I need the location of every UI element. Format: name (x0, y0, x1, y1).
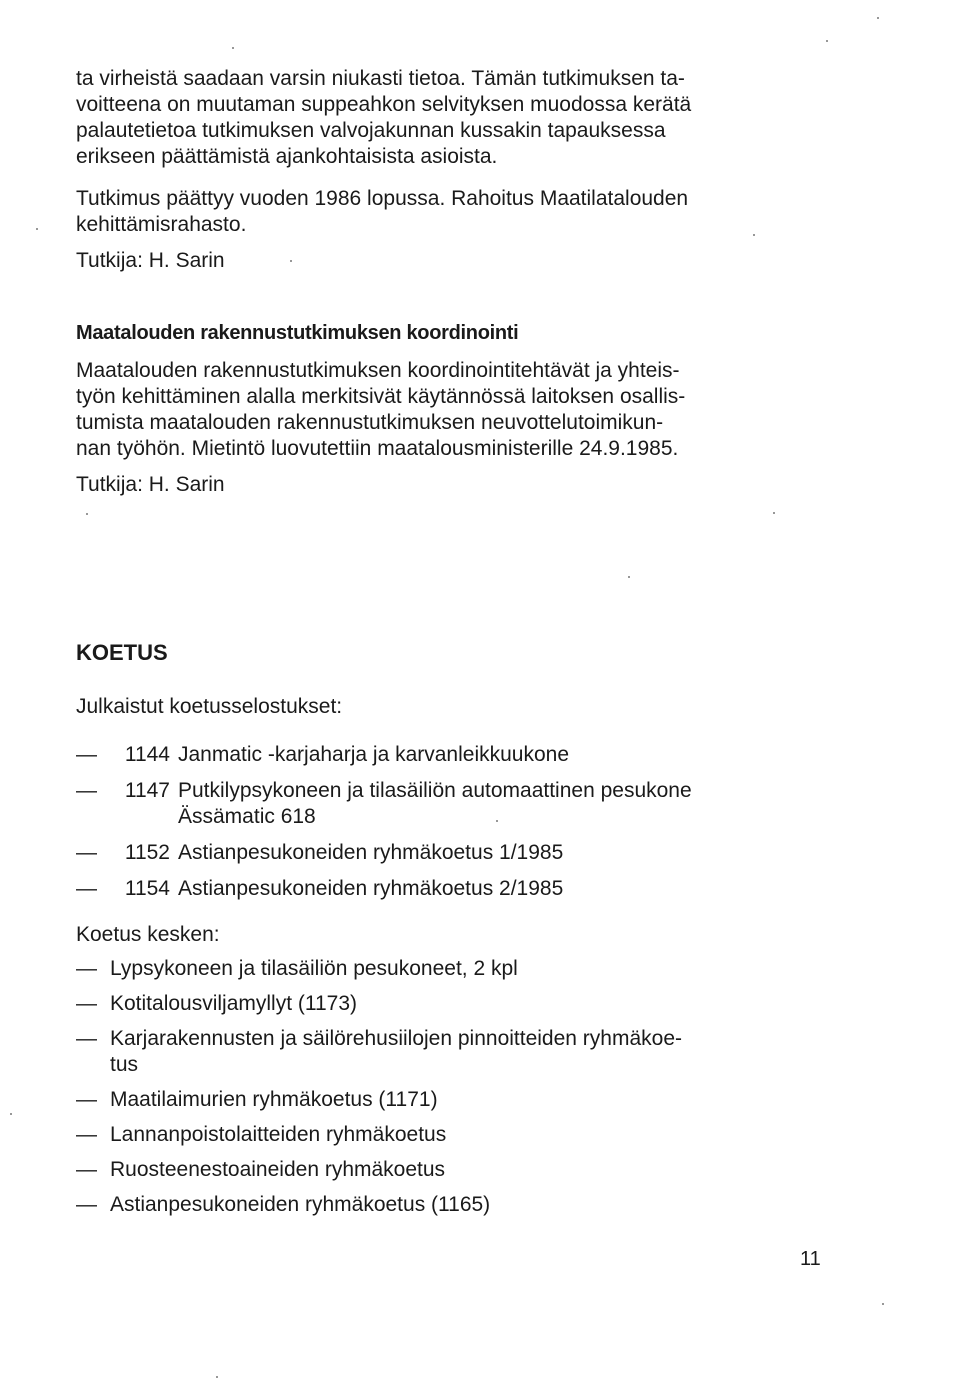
funding-paragraph (76, 186, 836, 238)
in-progress-label: Koetus kesken: (76, 923, 220, 946)
dash-bullet: — (76, 841, 97, 864)
report-title: Astianpesukoneiden ryhmäkoetus 1/1985 (178, 841, 564, 864)
section-heading-koetus: KOETUS (76, 640, 168, 665)
report-title: Astianpesukoneiden ryhmäkoetus 2/1985 (178, 877, 564, 900)
item-text: Maatilaimurien ryhmäkoetus (1171) (110, 1088, 438, 1111)
dash-bullet: — (76, 779, 97, 802)
item-text: Lypsykoneen ja tilasäiliön pesukoneet, 2 kpl (110, 957, 518, 980)
text-line: kehittämisrahasto. (76, 213, 247, 236)
text-line: erikseen päättämistä ajankohtaisista asioista. (76, 145, 498, 168)
text-line: palautetietoa tutkimuksen valvojakunnan kussakin tapauksessa (76, 119, 666, 142)
published-reports-list (76, 742, 692, 902)
item-text: Lannanpoistolaitteiden ryhmäkoetus (110, 1123, 447, 1146)
text-line: työn kehittäminen alalla merkitsivät käytännössä laitoksen osallis- (76, 385, 686, 408)
list-item (76, 956, 682, 982)
list-item (76, 1157, 682, 1183)
list-item (76, 991, 682, 1017)
item-text-continued: tus (110, 1053, 139, 1076)
scan-speck (36, 228, 38, 230)
researcher-line: Tutkija: H. Sarin (76, 473, 225, 496)
scan-speck (86, 513, 88, 515)
report-title-continued: Ässämatic 618 (178, 805, 316, 828)
dash-bullet: — (76, 957, 97, 980)
list-item (76, 876, 692, 902)
report-title: Putkilypsykoneen ja tilasäiliön automaattinen pesukone (178, 779, 692, 802)
scan-speck (753, 234, 755, 236)
dash-bullet: — (76, 1123, 97, 1146)
list-item (76, 1026, 682, 1078)
text-line: ta virheistä saadaan varsin niukasti tietoa. Tämän tutkimuksen ta- (76, 67, 685, 90)
list-item (76, 1122, 682, 1148)
list-item (76, 1192, 682, 1218)
list-item (76, 778, 692, 830)
item-text: Astianpesukoneiden ryhmäkoetus (1165) (110, 1193, 491, 1216)
intro-paragraph (76, 66, 836, 170)
item-text: Karjarakennusten ja säilörehusiilojen pinnoitteiden ryhmäkoe- (110, 1027, 683, 1050)
scan-speck (290, 260, 292, 262)
section-heading-coordination: Maatalouden rakennustutkimuksen koordinointi (76, 322, 519, 344)
scan-speck (496, 820, 498, 822)
report-number: 1144 (124, 743, 170, 766)
dash-bullet: — (76, 1158, 97, 1181)
dash-bullet: — (76, 743, 97, 766)
text-line: tumista maatalouden rakennustutkimuksen neuvottelutoimikun- (76, 411, 664, 434)
published-label: Julkaistut koetusselostukset: (76, 695, 343, 718)
scan-speck (216, 1376, 218, 1378)
list-item (76, 1087, 682, 1113)
dash-bullet: — (76, 1193, 97, 1216)
dash-bullet: — (76, 877, 97, 900)
report-number: 1154 (124, 877, 170, 900)
list-item (76, 840, 692, 866)
item-text: Kotitalousviljamyllyt (1173) (110, 992, 358, 1015)
item-text: Ruosteenestoaineiden ryhmäkoetus (110, 1158, 446, 1181)
report-number: 1152 (124, 841, 170, 864)
scan-speck (826, 40, 828, 42)
scan-speck (232, 47, 234, 49)
report-title: Janmatic -karjaharja ja karvanleikkuukone (178, 743, 570, 766)
scan-speck (877, 17, 879, 19)
dash-bullet: — (76, 1027, 97, 1050)
researcher-line: Tutkija: H. Sarin (76, 249, 225, 272)
scan-speck (628, 576, 630, 578)
page-number: 11 (800, 1248, 821, 1270)
text-line: Maatalouden rakennustutkimuksen koordinointitehtävät ja yhteis- (76, 359, 680, 382)
coordination-paragraph (76, 358, 836, 462)
scan-speck (882, 1303, 884, 1305)
report-number: 1147 (124, 779, 170, 802)
text-line: voitteena on muutaman suppeahkon selvityksen muodossa kerätä (76, 93, 692, 116)
text-line: Tutkimus päättyy vuoden 1986 lopussa. Rahoitus Maatilatalouden (76, 187, 689, 210)
list-item (76, 742, 692, 768)
text-line: nan työhön. Mietintö luovutettiin maatalousministerille 24.9.1985. (76, 437, 679, 460)
scan-speck (10, 1113, 12, 1115)
dash-bullet: — (76, 1088, 97, 1111)
in-progress-list (76, 956, 682, 1218)
dash-bullet: — (76, 992, 97, 1015)
scan-speck (773, 512, 775, 514)
